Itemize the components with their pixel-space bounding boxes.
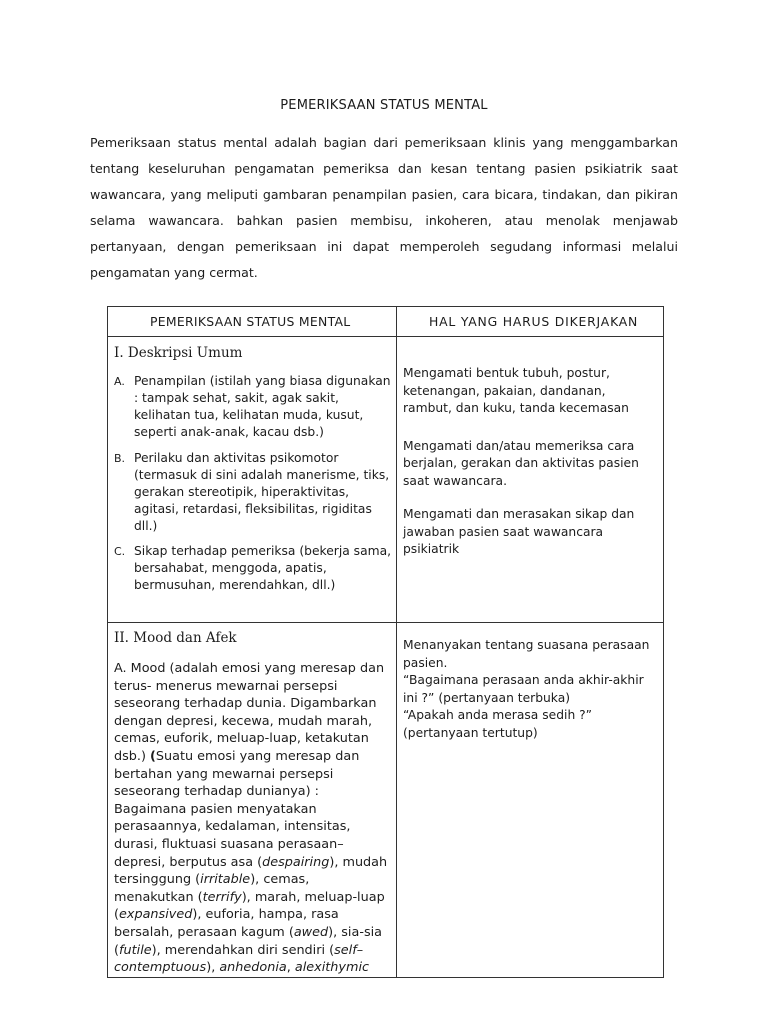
general-description-cell [108,337,397,623]
action-appearance: Mengamati bentuk tubuh, postur, ketenangan, pakaian, dandanan, rambut, dan kuku, tanda kecemasan [403,366,629,415]
action-ask-mood: Menanyakan tentang suasana perasaan pasien. [403,638,650,670]
mood-text: Suatu emosi yang meresap dan bertahan yang mewarnai persepsi seseorang terhadap dunianya) : Bagaimana pasien menyatakan perasaannya, kedalaman, intensitas, durasi, fluktuasi suasana perasaan– depresi, berputus asa ( [114,748,360,870]
mood-text: , [286,960,295,976]
header-examination: PEMERIKSAAN STATUS MENTAL [108,307,397,337]
mood-paren: ( [150,748,156,764]
mood-term: alexithymic [294,960,370,976]
mood-term: awed [293,924,329,940]
item-appearance [110,373,396,441]
mood-term: irritable [200,872,251,888]
general-description-actions-cell [397,337,664,623]
mood-term: expansived [119,907,193,923]
item-attitude [110,543,396,594]
item-letter: A. [114,375,125,388]
mood-text: ), cemas, menakutkan ( [114,872,310,905]
table-row-general-description [108,337,664,623]
mood-text: ), sia-sia ( [114,924,383,958]
table-row-mood-affect [108,623,664,978]
mental-status-table [107,306,664,978]
mood-term: futile [119,942,152,958]
item-text: Sikap terhadap pemeriksa (bekerja sama, bersahabat, menggoda, apatis, bermusuhan, merendahkan, dll.) [134,544,392,592]
action-behavior: Mengamati dan/atau memeriksa cara berjalan, gerakan dan aktivitas pasien saat wawancara. [403,438,639,488]
mood-text: A. Mood (adalah emosi yang meresap dan terus- menerus mewarnai persepsi seseorang terhadap dunia. Digambarkan dengan depresi, kecewa, mudah marah, cemas, euforik, meluap-luap, ketakutan dsb.) [114,661,385,764]
item-behavior [110,450,396,535]
mood-term: despairing [262,854,330,870]
action-open-question: “Bagaimana perasaan anda akhir-akhir ini ?” (pertanyaan terbuka) [403,673,644,705]
section-title-mood-affect: II. Mood dan Afek [114,630,237,646]
item-text: Perilaku dan aktivitas psikomotor (termasuk di sini adalah manerisme, tiks, gerakan stereotipik, hiperaktivitas, agitasi, retardasi, fleksibilitas, rigiditas dll.) [134,451,390,533]
item-letter: B. [114,452,126,465]
table-header-row [108,307,664,337]
mood-text: ), euforia, hampa, rasa bersalah, perasaan kagum ( [114,907,339,940]
mood-text: ), merendahkan diri sendiri ( [151,942,335,958]
action-attitude: Mengamati dan merasakan sikap dan jawaban pasien saat wawancara psikiatrik [403,507,635,556]
document-title: PEMERIKSAAN STATUS MENTAL [280,98,488,113]
mood-text: ), [206,960,220,976]
mood-term: anhedonia [219,960,287,976]
mood-term: terrify [202,889,242,905]
mood-affect-actions-cell [397,623,664,978]
item-text: Penampilan (istilah yang biasa digunakan : tampak sehat, sakit, agak sakit, kelihatan tua, kelihatan muda, kusut, seperti anak-anak, kacau dsb.) [134,374,391,439]
mood-text: ), mudah tersinggung ( [114,854,388,888]
header-actions: HAL YANG HARUS DIKERJAKAN [397,307,664,337]
item-letter: C. [114,545,126,558]
mood-affect-cell [108,623,397,978]
action-closed-question: “Apakah anda merasa sedih ?” (pertanyaan tertutup) [403,708,593,740]
mood-text: ), marah, meluap-luap ( [114,889,385,923]
section-title-general-description: I. Deskripsi Umum [114,345,243,361]
mood-term: self–contemptuous [114,942,364,976]
mood-description [108,660,396,977]
intro-paragraph: Pemeriksaan status mental adalah bagian dari pemeriksaan klinis yang menggambarkan tentang keseluruhan pengamatan pemeriksa dan kesan tentang pasien psikiatrik saat wawancara, yang meliputi gambaran penampilan pasien, cara bicara, tindakan, dan pikiran selama wawancara. bahkan pasien membisu, inkoheren, atau menolak menjawab pertanyaan, dengan pemeriksaan ini dapat memperoleh segudang informasi melalui pengamatan yang cermat. [90,135,678,280]
